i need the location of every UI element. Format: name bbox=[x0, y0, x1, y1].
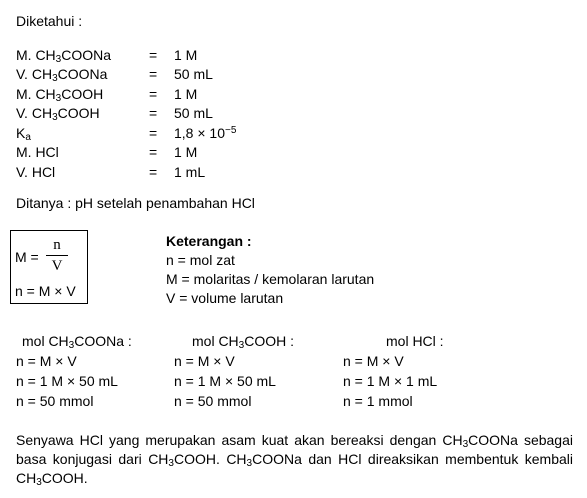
known-row-ka: $K_a$ = $1,8 \times 10^{-5}$ bbox=[16, 125, 237, 143]
fraction-denominator: V bbox=[51, 258, 63, 274]
known-row-m-hcl: M. HCl = 1 M bbox=[16, 144, 198, 160]
mol-heading: mol HCl : bbox=[386, 333, 444, 349]
explanation-paragraph: Senyawa HCl yang merupakan asam kuat akan bereaksi dengan $CH_3COONa$ sebagai basa konjugasi dari $CH_3COOH$. $CH_3COONa$ dan HCl direaksikan membentuk kembali $CH_3COOH$. bbox=[16, 432, 574, 488]
keterangan-line: V = volume larutan bbox=[166, 290, 284, 306]
mol-line: n = 1 M × 1 mL bbox=[343, 373, 438, 389]
known-row-v-ch3cooh: V. $CH_3COOH$ = 50 mL bbox=[16, 105, 213, 123]
fraction-bar bbox=[46, 255, 68, 256]
mol-heading: mol $CH_3COONa$ : bbox=[22, 333, 132, 351]
mol-line: n = 1 M × 50 mL bbox=[16, 373, 118, 389]
formula-m-lhs: M = bbox=[15, 249, 39, 265]
mol-line: n = 1 M × 50 mL bbox=[174, 373, 276, 389]
known-row-v-hcl: V. HCl = 1 mL bbox=[16, 164, 206, 180]
diketahui-label: Diketahui : bbox=[16, 13, 83, 29]
keterangan-line: M = molaritas / kemolaran larutan bbox=[166, 271, 375, 287]
mol-line: n = M × V bbox=[343, 353, 404, 369]
keterangan-title: Keterangan : bbox=[166, 233, 252, 249]
formula-n-eq: n = M × V bbox=[15, 283, 76, 299]
mol-section-hcl bbox=[343, 333, 444, 413]
mol-line: n = M × V bbox=[16, 353, 77, 369]
mol-section-ch3coona bbox=[16, 333, 132, 413]
ditanya-text: Ditanya : pH setelah penambahan HCl bbox=[16, 195, 255, 211]
known-row-v-ch3coona: V. $CH_3COONa$ = 50 mL bbox=[16, 66, 213, 84]
formula-box bbox=[10, 230, 88, 304]
mol-line: n = M × V bbox=[174, 353, 235, 369]
keterangan-line: n = mol zat bbox=[166, 252, 235, 268]
known-row-m-ch3cooh: M. $CH_3COOH$ = 1 M bbox=[16, 86, 198, 104]
known-row-m-ch3coona: M. $CH_3COONa$ = 1 M bbox=[16, 47, 198, 65]
mol-line: n = 50 mmol bbox=[174, 393, 252, 409]
formula-fraction bbox=[46, 237, 68, 275]
mol-section-ch3cooh bbox=[174, 333, 294, 413]
fraction-numerator: n bbox=[53, 237, 61, 253]
mol-line: n = 50 mmol bbox=[16, 393, 94, 409]
mol-line: n = 1 mmol bbox=[343, 393, 413, 409]
mol-heading: mol $CH_3COOH$ : bbox=[192, 333, 295, 351]
